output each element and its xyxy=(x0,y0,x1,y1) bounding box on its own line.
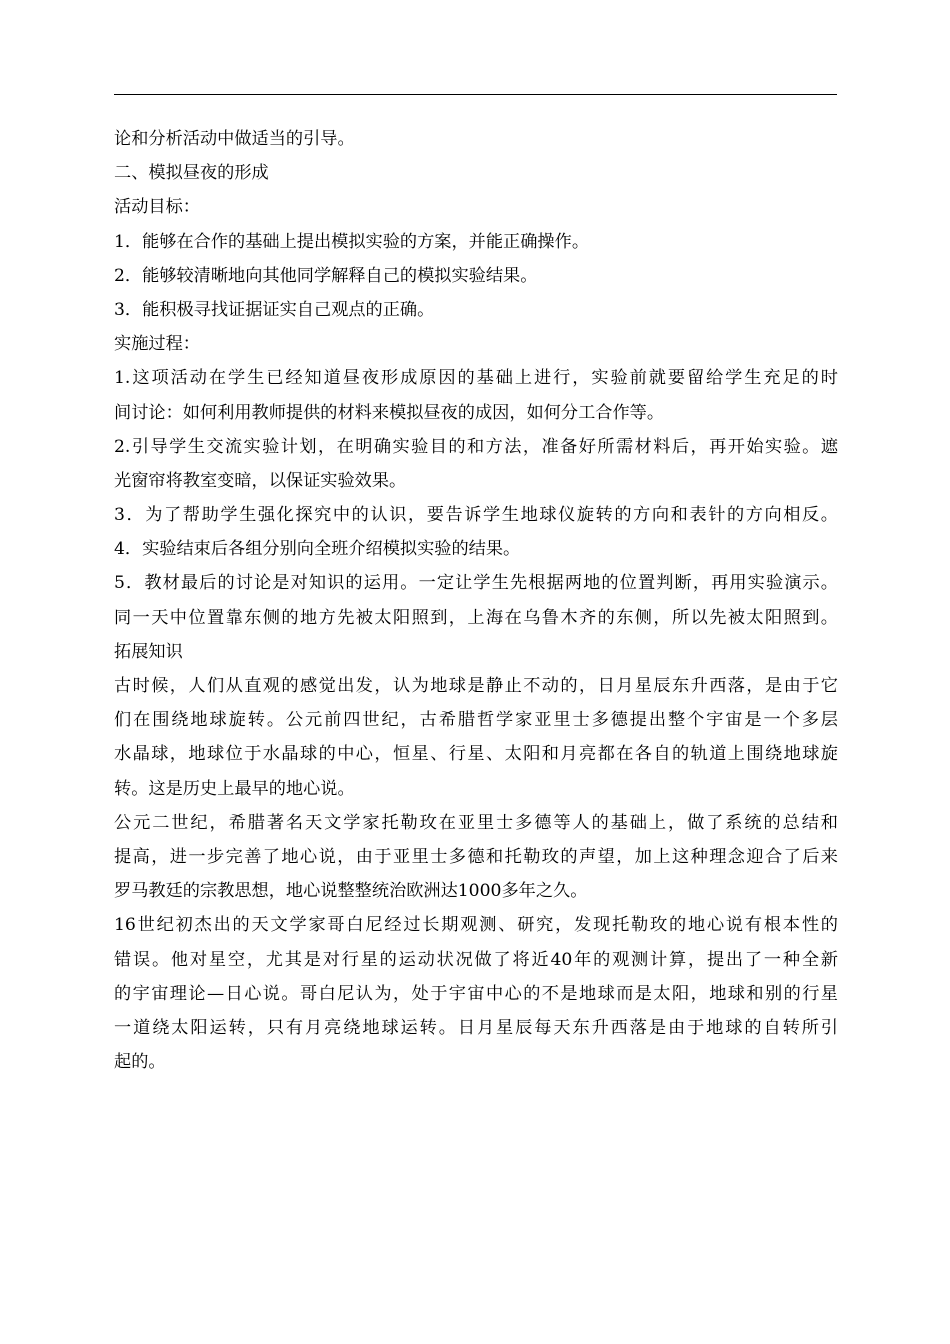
text-line: 们在围绕地球旋转。公元前四世纪，古希腊哲学家亚里士多德提出整个宇宙是一个多层 xyxy=(114,710,838,731)
text-line: 2．能够较清晰地向其他同学解释自己的模拟实验结果。 xyxy=(114,265,538,286)
text-line: 2.引导学生交流实验计划，在明确实验目的和方法，准备好所需材料后，再开始实验。遮 xyxy=(114,436,838,457)
text-line: 拓展知识 xyxy=(114,641,183,662)
text-line: 16世纪初杰出的天文学家哥白尼经过长期观测、研究，发现托勒玫的地心说有根本性的 xyxy=(114,915,838,936)
text-line: 古时候，人们从直观的感觉出发，认为地球是静止不动的，日月星辰东升西落，是由于它 xyxy=(114,676,838,696)
text-line: 1．能够在合作的基础上提出模拟实验的方案，并能正确操作。 xyxy=(114,231,590,252)
text-line: 的宇宙理论—日心说。哥白尼认为，处于宇宙中心的不是地球而是太阳，地球和别的行星 xyxy=(114,983,838,1004)
text-line: 3．为了帮助学生强化探究中的认识，要告诉学生地球仪旋转的方向和表针的方向相反。 xyxy=(114,505,838,526)
text-line: 间讨论：如何利用教师提供的材料来模拟昼夜的成因，如何分工合作等。 xyxy=(114,402,665,423)
text-line: 转。这是历史上最早的地心说。 xyxy=(114,778,355,799)
text-line: 提高，进一步完善了地心说，由于亚里士多德和托勒玫的声望，加上这种理念迎合了后来 xyxy=(114,846,838,867)
text-line: 罗马教廷的宗教思想，地心说整整统治欧洲达1000多年之久。 xyxy=(114,881,588,902)
text-line: 实施过程： xyxy=(114,334,200,355)
text-line: 水晶球，地球位于水晶球的中心，恒星、行星、太阳和月亮都在各自的轨道上围绕地球旋 xyxy=(114,744,838,765)
text-line: 光窗帘将教室变暗，以保证实验效果。 xyxy=(114,470,407,491)
text-line: 一道绕太阳运转，只有月亮绕地球运转。日月星辰每天东升西落是由于地球的自转所引 xyxy=(114,1017,838,1038)
text-line: 二、模拟昼夜的形成 xyxy=(114,163,269,184)
text-line: 起的。 xyxy=(114,1052,166,1073)
text-line: 3．能积极寻找证据证实自己观点的正确。 xyxy=(114,299,435,320)
header-rule xyxy=(114,94,837,95)
text-line: 公元二世纪，希腊著名天文学家托勒玫在亚里士多德等人的基础上，做了系统的总结和 xyxy=(114,812,838,833)
text-line: 论和分析活动中做适当的引导。 xyxy=(114,129,355,149)
text-line: 活动目标： xyxy=(114,197,200,218)
document-body xyxy=(114,122,838,1079)
text-line: 5．教材最后的讨论是对知识的运用。一定让学生先根据两地的位置判断，再用实验演示。 xyxy=(114,573,838,594)
text-line: 错误。他对星空，尤其是对行星的运动状况做了将近40年的观测计算，提出了一种全新 xyxy=(114,949,838,970)
text-line: 同一天中位置靠东侧的地方先被太阳照到，上海在乌鲁木齐的东侧，所以先被太阳照到。 xyxy=(114,607,838,628)
text-line: 4．实验结束后各组分别向全班介绍模拟实验的结果。 xyxy=(114,539,521,560)
text-line: 1.这项活动在学生已经知道昼夜形成原因的基础上进行，实验前就要留给学生充足的时 xyxy=(114,368,838,389)
